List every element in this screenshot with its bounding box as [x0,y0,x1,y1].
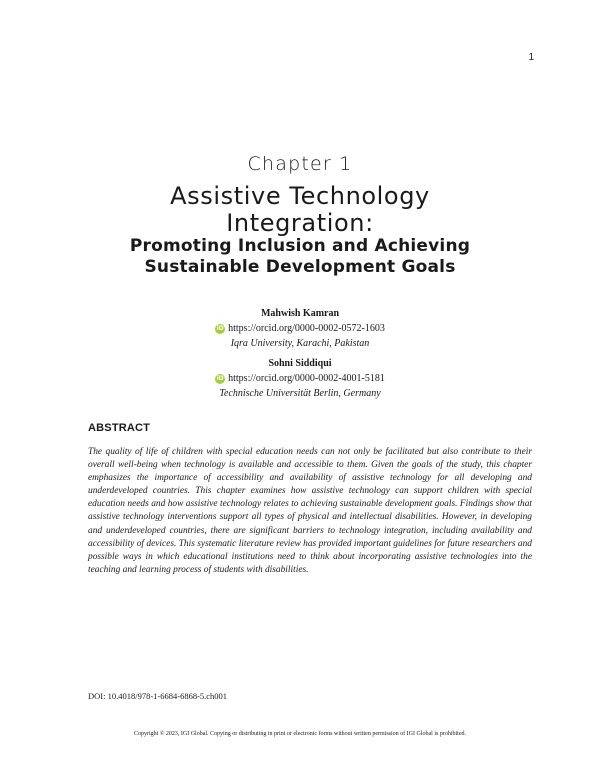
author-block [0,306,600,351]
chapter-label: Chapter 1 [247,153,353,175]
copyright-notice: Copyright © 2023, IGI Global. Copying or distributing in print or electronic forms without written permission of IGI Global is prohibited. [133,731,466,737]
orcid-link[interactable]: https://orcid.org/0000-0002-4001-5181 [228,373,385,384]
orcid-line [0,321,600,336]
title-line: Assistive Technology [170,182,430,210]
abstract-body: The quality of life of children with special education needs can not only be facilitated but also contribute to their overall well-being when technology is available and accessible to them. Given the goals of the study, this chapter emphasizes the importance of accessibility and availability of assistive technology for all developing and underdeveloped countries. This chapter examines how assistive technology can support children with special education needs and how assistive technology relates to achieving sustainable development goals. Findings show that assistive technology interventions support all types of physical and intellectual disabilities. However, in developing and underdeveloped countries, there are significant barriers to technology integration, including availability and accessibility of devices. This systematic literature review has provided important guidelines for future researchers and possible ways in which educational institutions need to think about incorporating assistive technologies into the teaching and learning process of students with disabilities. [88,447,532,575]
chapter-title [0,183,600,237]
author-block [0,356,600,401]
title-line: Integration: [226,209,374,237]
doi: DOI: 10.4018/978-1-6684-6868-5.ch001 [88,691,228,701]
orcid-link[interactable]: https://orcid.org/0000-0002-0572-1603 [228,323,385,334]
page-number: 1 [528,52,534,63]
author-name: Mahwish Kamran [260,308,340,319]
abstract-heading: ABSTRACT [88,422,151,434]
author-affiliation: Iqra University, Karachi, Pakistan [230,338,370,349]
author-name: Sohni Siddiqui [268,358,332,369]
orcid-icon: iD [216,324,224,332]
subtitle-line: Sustainable Development Goals [144,257,456,277]
chapter-subtitle [0,236,600,278]
subtitle-line: Promoting Inclusion and Achieving [129,236,471,256]
orcid-icon: iD [216,374,224,382]
author-affiliation: Technische Universität Berlin, Germany [219,388,381,399]
orcid-line [0,371,600,386]
